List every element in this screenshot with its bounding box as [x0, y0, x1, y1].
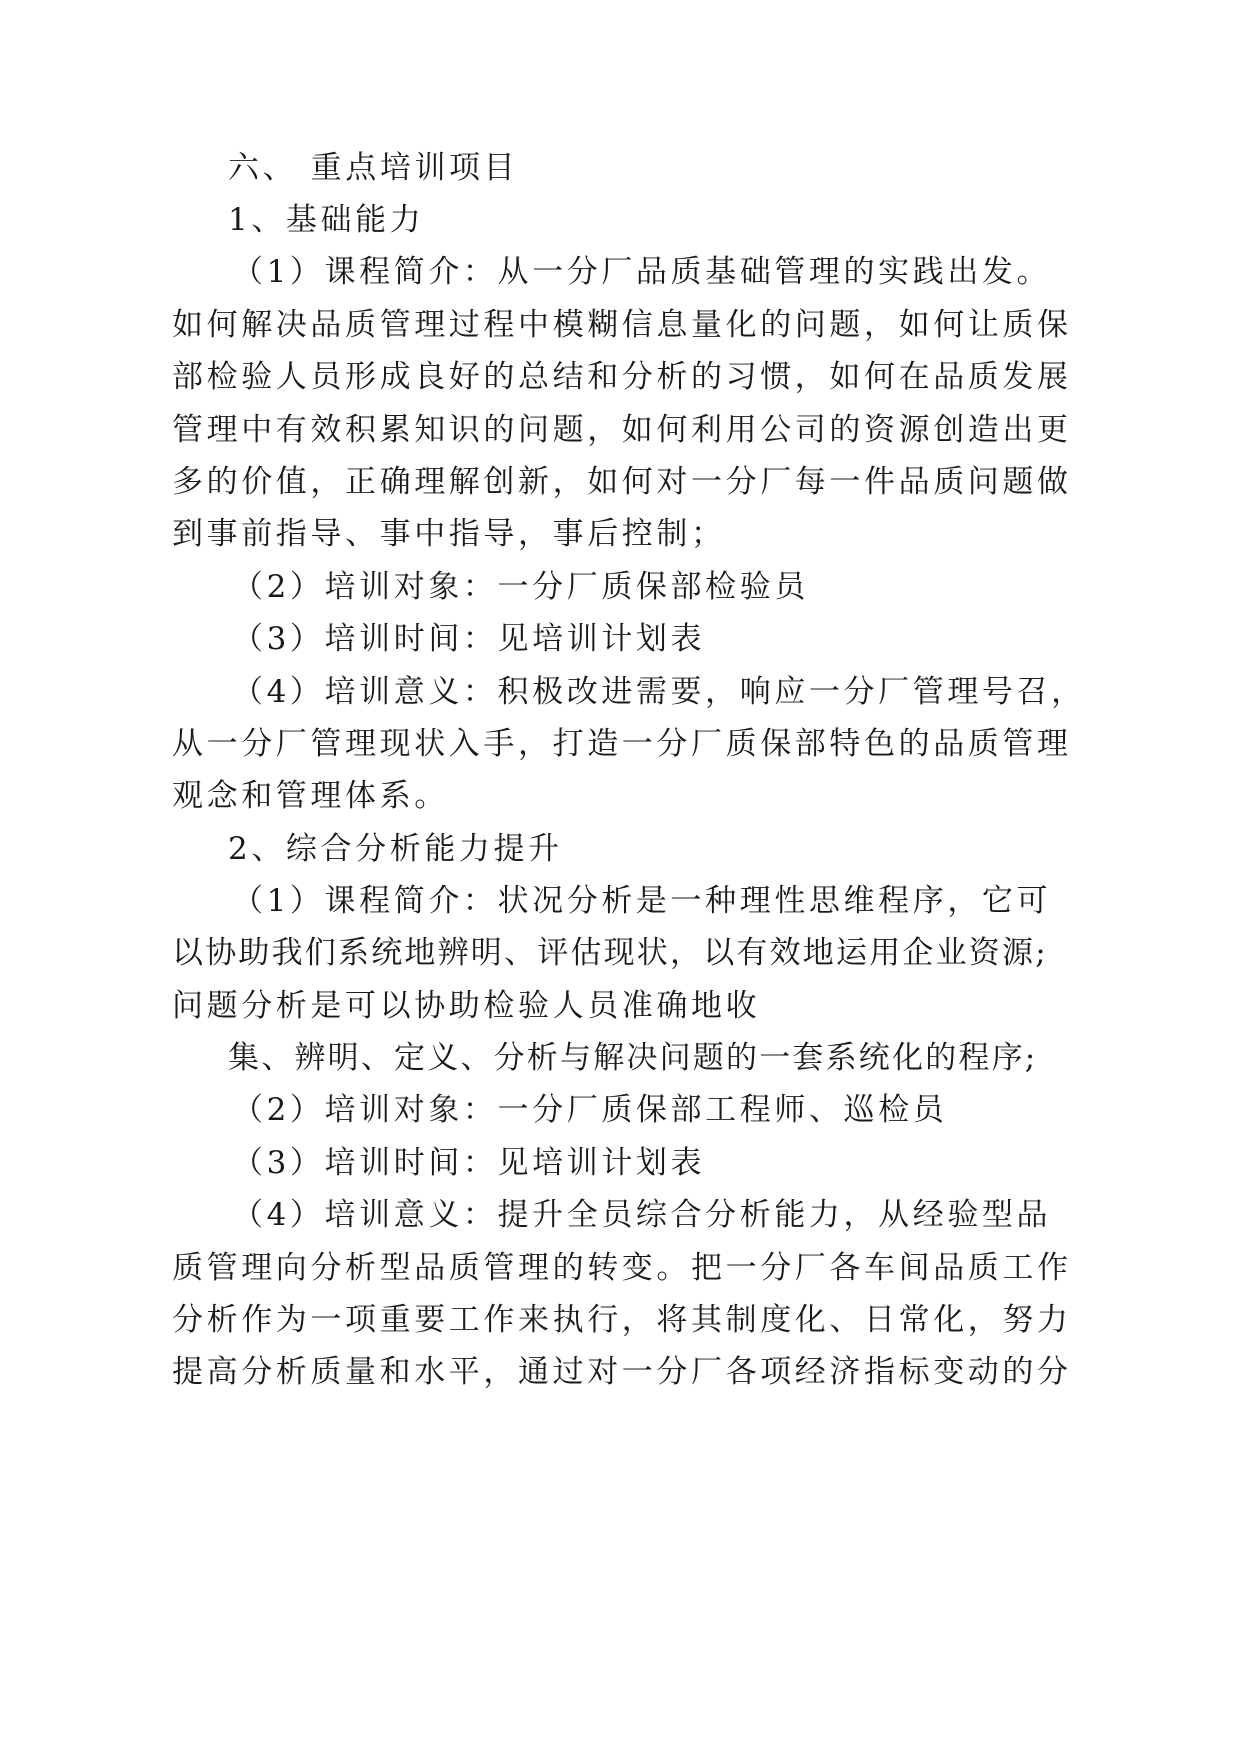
paragraph-line: 提高分析质量和水平，通过对一分厂各项经济指标变动的分	[172, 1354, 1072, 1390]
paragraph-line: 以协助我们系统地辨明、评估现状，以有效地运用企业资源;	[172, 935, 1048, 971]
section-heading: 六、 重点培训项目	[228, 150, 519, 186]
paragraph-line: （4）培训意义：提升全员综合分析能力，从经验型品	[232, 1197, 1052, 1233]
paragraph-line: 集、辨明、定义、分析与解决问题的一套系统化的程序;	[228, 1040, 1038, 1076]
paragraph-line: 到事前指导、事中指导，事后控制；	[172, 516, 726, 552]
paragraph-line: 问题分析是可以协助检验人员准确地收	[172, 988, 761, 1024]
paragraph-line: （1）课程简介：从一分厂品质基础管理的实践出发。	[232, 254, 1052, 290]
paragraph-line: （3）培训时间：见培训计划表	[232, 621, 706, 657]
paragraph-line: 管理中有效积累知识的问题，如何利用公司的资源创造出更	[172, 412, 1072, 448]
subsection-heading: 1、基础能力	[228, 202, 425, 238]
paragraph-line: （1）课程简介：状况分析是一种理性思维程序，它可	[232, 883, 1052, 919]
paragraph-line: 观念和管理体系。	[172, 778, 449, 814]
paragraph-line: 多的价值，正确理解创新，如何对一分厂每一件品质问题做	[172, 464, 1072, 500]
paragraph-line: （2）培训对象：一分厂质保部工程师、巡检员	[232, 1092, 948, 1128]
paragraph-line: 如何解决品质管理过程中模糊信息量化的问题，如何让质保	[172, 307, 1072, 343]
paragraph-line: 从一分厂管理现状入手，打造一分厂质保部特色的品质管理	[172, 726, 1072, 762]
paragraph-line: （4）培训意义：积极改进需要，响应一分厂管理号召，	[232, 674, 1086, 710]
paragraph-line: （3）培训时间：见培训计划表	[232, 1145, 706, 1181]
subsection-heading: 2、综合分析能力提升	[228, 831, 563, 867]
paragraph-line: 质管理向分析型品质管理的转变。把一分厂各车间品质工作	[172, 1250, 1072, 1286]
paragraph-line: 部检验人员形成良好的总结和分析的习惯，如何在品质发展	[172, 359, 1072, 395]
paragraph-line: （2）培训对象：一分厂质保部检验员	[232, 569, 809, 605]
paragraph-line: 分析作为一项重要工作来执行，将其制度化、日常化，努力	[172, 1302, 1072, 1338]
